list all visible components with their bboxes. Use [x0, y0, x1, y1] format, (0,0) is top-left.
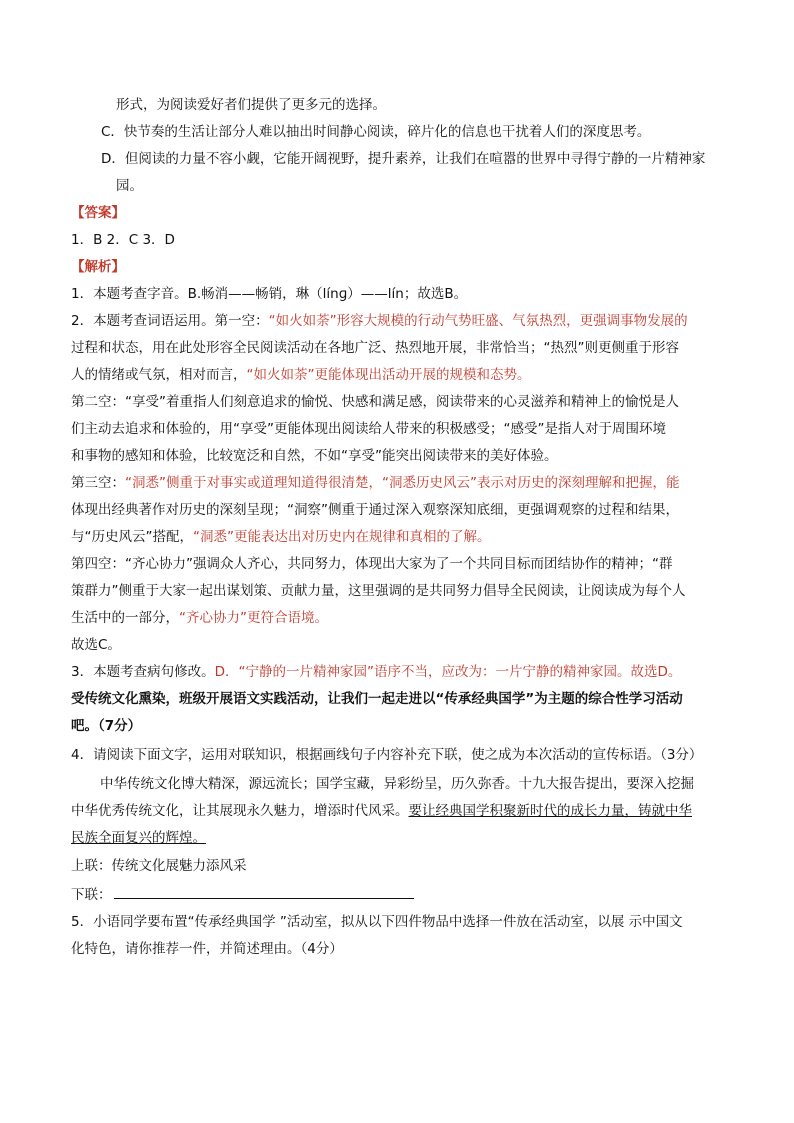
q5-line1: 5．小语同学要布置“传承经典国学 ”活动室，拟从以下四件物品中选择一件放在活动室，以展 示中国文 [71, 914, 683, 930]
analysis-k4-line3 [71, 608, 328, 628]
analysis-k2-line3: 和事物的感知和体验，比较宽泛和自然，不如“享受”能突出阅读带来的美好体验。 [71, 448, 558, 464]
analysis-k2-line2: 们主动去追求和体验的，用“享受”更能体现出阅读给人带来的积极感受；“感受”是指人对于周围环境 [71, 421, 666, 437]
analysis-q2-line3-a: 人的情绪或气氛，相对而言， [71, 367, 247, 383]
section-intro-line1: 受传统文化熏染，班级开展语文实践活动，让我们一起走进以“传承经典国学”为主题的综合性学习活动 [71, 691, 683, 707]
analysis-k4-end: 故选C。 [71, 637, 121, 653]
q4-underlined-sentence-end: 民族全面复兴的辉煌。 [71, 830, 206, 846]
option-d-line2: 园。 [116, 178, 143, 194]
analysis-q2-line3-b: “如火如荼”更能体现出活动开展的规模和态势。 [246, 367, 531, 383]
analysis-q3 [71, 662, 681, 682]
q4-passage-line2 [71, 801, 692, 821]
analysis-k3-line3-b: “洞悉”更能表达出对历史内在规律和真相的了解。 [193, 529, 491, 545]
q4-answer-blank[interactable] [114, 884, 414, 899]
analysis-q2-line1-b: “如火如荼”形容大规模的行动气势旺盛、气氛热烈，更强调事物发展的 [268, 313, 688, 329]
analysis-k3-line3-a: 与“历史风云”搭配， [71, 529, 193, 545]
analysis-k4-line1: 第四空：“齐心协力”强调众人齐心，共同努力，体现出大家为了一个共同目标而团结协作的精神；“群 [71, 556, 673, 572]
analysis-q2-line2: 过程和状态，用在此处形容全民阅读活动在各地广泛、热烈地开展，非常恰当；“热烈”则更侧重于形容 [71, 340, 679, 356]
q5-line2: 化特色，请你推荐一件，并简述理由。（4分） [71, 941, 343, 957]
q4-lower-label: 下联： [71, 887, 112, 903]
q4-lower-couplet [71, 884, 414, 905]
analysis-q2-line1 [71, 311, 688, 331]
answer-values: 1．B 2．C 3．D [71, 232, 175, 248]
q4-stem: 4．请阅读下面文字，运用对联知识，根据画线句子内容补充下联，使之成为本次活动的宣传标语。（3分） [71, 747, 703, 763]
analysis-q2-line3 [71, 365, 531, 385]
analysis-q1: 1．本题考查字音。B.畅消——畅销，琳（línɡ）——lín；故选B。 [71, 286, 468, 302]
analysis-header: 【解析】 [71, 259, 125, 275]
answer-header: 【答案】 [71, 205, 125, 221]
analysis-k4-line2: 策群力”侧重于大家一起出谋划策、贡献力量，这里强调的是共同努力倡导全民阅读，让阅读成为每个人 [71, 583, 686, 599]
analysis-k3-line2: 体现出经典著作对历史的深刻呈现；“洞察”侧重于通过深入观察深知底细，更强调观察的过程和结果， [71, 502, 679, 518]
q4-passage-line3 [71, 828, 206, 848]
section-intro-line2: 吧。（7分） [71, 718, 142, 734]
analysis-k3-line1-a: 第三空： [71, 475, 125, 491]
analysis-q3-b: D．“宁静的一片精神家园”语序不当，应改为：一片宁静的精神家园。故选D。 [214, 664, 682, 680]
analysis-q2-line1-a: 2．本题考查词语运用。第一空： [71, 313, 269, 329]
analysis-k3-line1-b: “洞悉”侧重于对事实或道理知道得很清楚，“洞悉历史风云”表示对历史的深刻理解和把握，能 [125, 475, 680, 491]
analysis-q3-a: 3．本题考查病句修改。 [71, 664, 215, 680]
option-c: C．快节奏的生活让部分人难以抽出时间静心阅读，碎片化的信息也干扰着人们的深度思考。 [101, 124, 651, 140]
analysis-k2-line1: 第二空：“享受”着重指人们刻意追求的愉悦、快感和满足感，阅读带来的心灵滋养和精神上的愉悦是人 [71, 394, 679, 410]
analysis-k4-line3-a: 生活中的一部分， [71, 610, 179, 626]
q4-passage-line2-a: 中华优秀传统文化，让其展现永久魅力，增添时代风采。 [71, 803, 409, 819]
analysis-k4-line3-b: “齐心协力”更符合语境。 [179, 610, 328, 626]
option-b-tail: 形式，为阅读爱好者们提供了更多元的选择。 [116, 97, 386, 113]
q4-underlined-sentence: 要让经典国学积聚新时代的成长力量，铸就中华 [408, 803, 692, 819]
analysis-k3-line1 [71, 473, 679, 493]
q4-upper-couplet: 上联：传统文化展魅力添风采 [71, 858, 247, 874]
q4-passage-line1: 中华传统文化博大精深，源远流长；国学宝藏，异彩纷呈，历久弥香。十九大报告提出，要深入挖掘 [100, 776, 694, 792]
analysis-k3-line3 [71, 527, 491, 547]
option-d-line1: D．但阅读的力量不容小觑，它能开阔视野，提升素养，让我们在喧嚣的世界中寻得宁静的一片精神家 [101, 151, 706, 167]
